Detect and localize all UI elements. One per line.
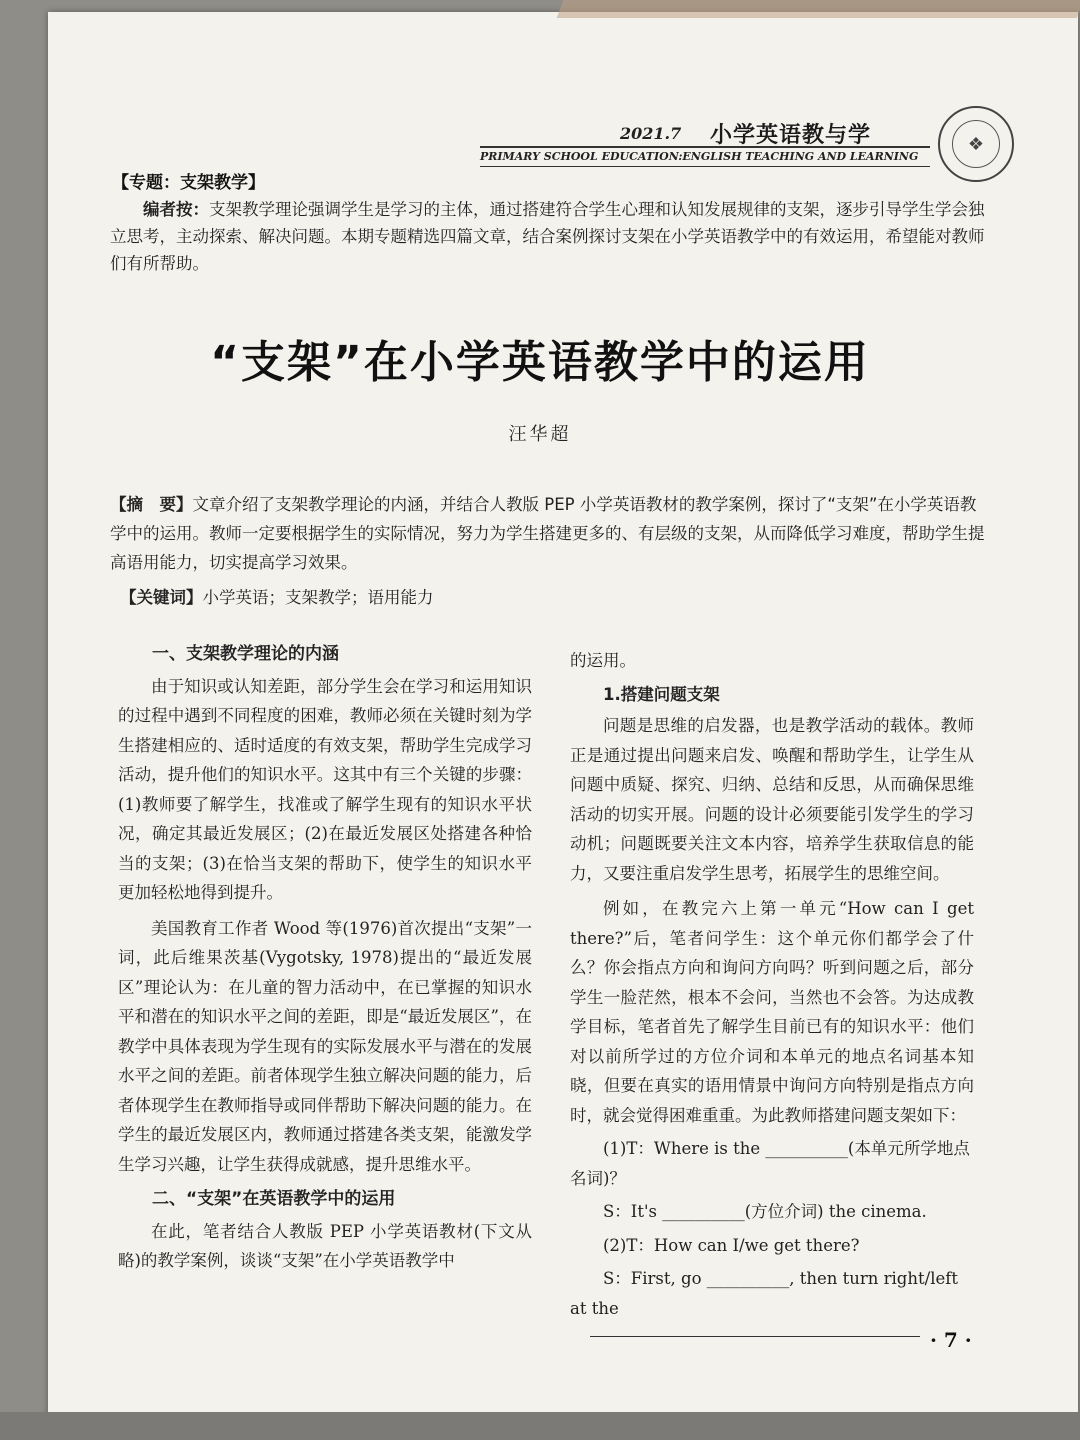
left-paragraph-2: 美国教育工作者 Wood 等(1976)首次提出“支架”一词，此后维果茨基(Vygotsky, 1978)提出的“最近发展区”理论认为：在儿童的智力活动中，在已掌握的知识水平和潜在的知识水平之间的差距，即是“最近发展区”，在教学中具体表现为学生现有的实际发展水平与潜在的发展水平之间的差距。前者体现学生独立解决问题的能力，后者体现学生在教师指导或同伴帮助下解决问题的能力。在学生的最近发展区内，教师通过搭建各类支架，能激发学生学习兴趣，让学生获得成就感，提升思维水平。	[118, 918, 532, 1174]
header-rule-bottom	[480, 166, 930, 167]
keywords	[120, 584, 434, 608]
abstract	[110, 490, 990, 577]
editor-note-label: 编者按：	[143, 200, 209, 219]
example-line-2: S：It's __________(方位介词) the cinema.	[603, 1202, 927, 1221]
editor-note	[110, 196, 990, 277]
left-paragraph-3: 在此，笔者结合人教版 PEP 小学英语教材(下文从略)的教学案例，谈谈“支架”在小学英语教学中	[118, 1221, 532, 1270]
right-column	[570, 646, 974, 1327]
journal-english-title: PRIMARY SCHOOL EDUCATION:ENGLISH TEACHING AND LEARNING	[480, 150, 919, 163]
topic-tag: 【专题：支架教学】	[112, 173, 265, 193]
issue-date: 2021.7	[620, 124, 682, 143]
right-continuation: 的运用。	[570, 651, 636, 670]
seal-emblem-icon	[938, 106, 1014, 182]
journal-title: 小学英语教与学	[710, 122, 872, 148]
example-line-4: S：First, go __________, then turn right/left at the	[570, 1269, 958, 1318]
seal-center-icon: ❖	[952, 120, 1000, 168]
abstract-text: 文章介绍了支架教学理论的内涵，并结合人教版 PEP 小学英语教材的教学案例，探讨了“支架”在小学英语教学中的运用。教师一定要根据学生的实际情况，努力为学生搭建更多的、有层级的支架，从而降低学习难度，帮助学生提高语用能力，切实提高学习效果。	[110, 495, 985, 572]
keywords-text: 小学英语；支架教学；语用能力	[202, 588, 434, 607]
abstract-label: 【摘 要】	[110, 495, 193, 514]
page-number: · 7 ·	[930, 1328, 972, 1352]
right-paragraph-2: 例如，在教完六上第一单元“How can I get there?”后，笔者问学生：这个单元你们都学会了什么？你会指点方向和询问方向吗？听到问题之后，部分学生一脸茫然，根本不会问，当然也不会答。为达成教学目标，笔者首先了解学生目前已有的知识水平：他们对以前所学过的方位介词和本单元的地点名词基本知晓，但要在真实的语用情景中询问方向特别是指点方向时，就会觉得困难重重。为此教师搭建问题支架如下：	[570, 899, 974, 1125]
subsection1-heading: 1.搭建问题支架	[603, 684, 720, 704]
background-surface	[0, 1412, 1080, 1440]
left-paragraph-1: 由于知识或认知差距，部分学生会在学习和运用知识的过程中遇到不同程度的困难，教师必须在关键时刻为学生搭建相应的、适时适度的有效支架，帮助学生完成学习活动，提升他们的知识水平。这其中有三个关键的步骤：(1)教师要了解学生，找准或了解学生现有的知识水平状况，确定其最近发展区；(2)在最近发展区处搭建各种恰当的支架；(3)在恰当支架的帮助下，使学生的知识水平更加轻松地得到提升。	[118, 676, 532, 902]
article-author: 汪华超	[508, 424, 572, 445]
example-line-3: (2)T：How can I/we get there?	[603, 1235, 860, 1255]
left-column	[118, 640, 532, 1276]
editor-note-text: 支架教学理论强调学生是学习的主体，通过搭建符合学生心理和认知发展规律的支架，逐步引导学生学会独立思考，主动探索、解决问题。本期专题精选四篇文章，结合案例探讨支架在小学英语教学中的有效运用，希望能对教师们有所帮助。	[110, 200, 985, 273]
footer-rule	[590, 1336, 920, 1337]
section1-heading: 一、支架教学理论的内涵	[152, 644, 339, 664]
right-paragraph-1: 问题是思维的启发器，也是教学活动的载体。教师正是通过提出问题来启发、唤醒和帮助学生，让学生从问题中质疑、探究、归纳、总结和反思，从而确保思维活动的切实开展。问题的设计必须要能引发学生的学习动机；问题既要关注文本内容，培养学生获取信息的能力，又要注重启发学生思考，拓展学生的思维空间。	[570, 716, 974, 883]
article-title: “支架”在小学英语教学中的运用	[210, 337, 870, 388]
section2-heading: 二、“支架”在英语教学中的运用	[152, 1189, 396, 1209]
adhesive-tape	[557, 0, 1080, 18]
example-line-1: (1)T：Where is the __________(本单元所学地点名词)？	[570, 1139, 970, 1188]
keywords-label: 【关键词】	[120, 588, 203, 607]
